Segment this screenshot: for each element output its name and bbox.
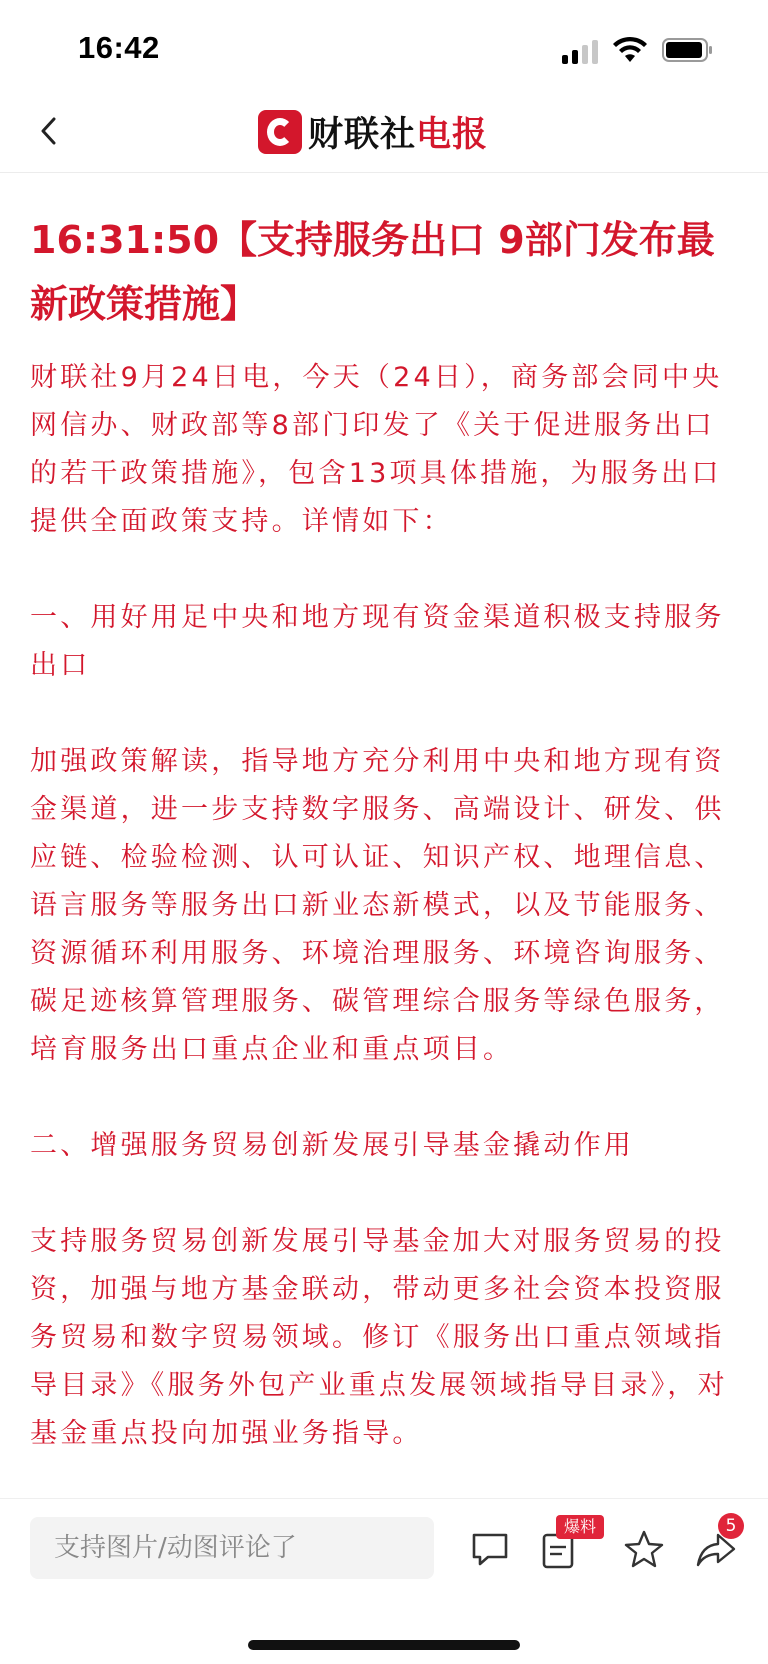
article-paragraph: 支持服务贸易创新发展引导基金加大对服务贸易的投资，加强与地方基金联动，带动更多社会资本投资服务贸易和数字贸易领域。修订《服务出口重点领域指导目录》《服务外包产业重点发展领域指导目录》，对基金重点投向加强业务指导。: [30, 1226, 728, 1449]
battery-icon: [662, 38, 714, 62]
comment-input[interactable]: 支持图片/动图评论了: [30, 1517, 434, 1579]
article-section-heading: 一、用好用足中央和地方现有资金渠道积极支持服务出口: [30, 602, 725, 681]
status-bar: [0, 0, 768, 92]
comment-icon[interactable]: [468, 1527, 512, 1571]
share-count-badge: 5: [718, 1513, 744, 1539]
back-chevron-icon[interactable]: [30, 106, 70, 156]
cls-logo-icon: [258, 110, 302, 154]
article-section-heading: 二、增强服务贸易创新发展引导基金撬动作用: [30, 1130, 634, 1161]
article: [30, 208, 738, 1458]
nav-bar: [0, 92, 768, 173]
tip-badge: 爆料: [556, 1515, 604, 1539]
brand-suffix: 电报: [416, 115, 489, 155]
article-paragraph: 加强政策解读，指导地方充分利用中央和地方现有资金渠道，进一步支持数字服务、高端设计、研发、供应链、检验检测、认可认证、知识产权、地理信息、语言服务等服务出口新业态新模式，以及节能服务、资源循环利用服务、环境治理服务、环境咨询服务、碳足迹核算管理服务、碳管理综合服务等绿色服务，培育服务出口重点企业和重点项目。: [30, 746, 725, 1065]
status-time: 16:42: [78, 30, 160, 65]
article-headline: 16:31:50【支持服务出口 9部门发布最新政策措施】: [30, 218, 715, 326]
article-paragraph: 财联社9月24日电，今天（24日），商务部会同中央网信办、财政部等8部门印发了《关于促进服务出口的若干政策措施》，包含13项具体措施，为服务出口提供全面政策支持。详情如下：: [30, 362, 723, 537]
cellular-signal-icon: [562, 38, 602, 64]
wifi-icon: [613, 36, 647, 64]
favorite-star-icon[interactable]: [622, 1527, 666, 1571]
home-indicator: [248, 1640, 520, 1650]
brand-logo: [258, 104, 488, 160]
brand-name: 财联社: [308, 115, 417, 155]
